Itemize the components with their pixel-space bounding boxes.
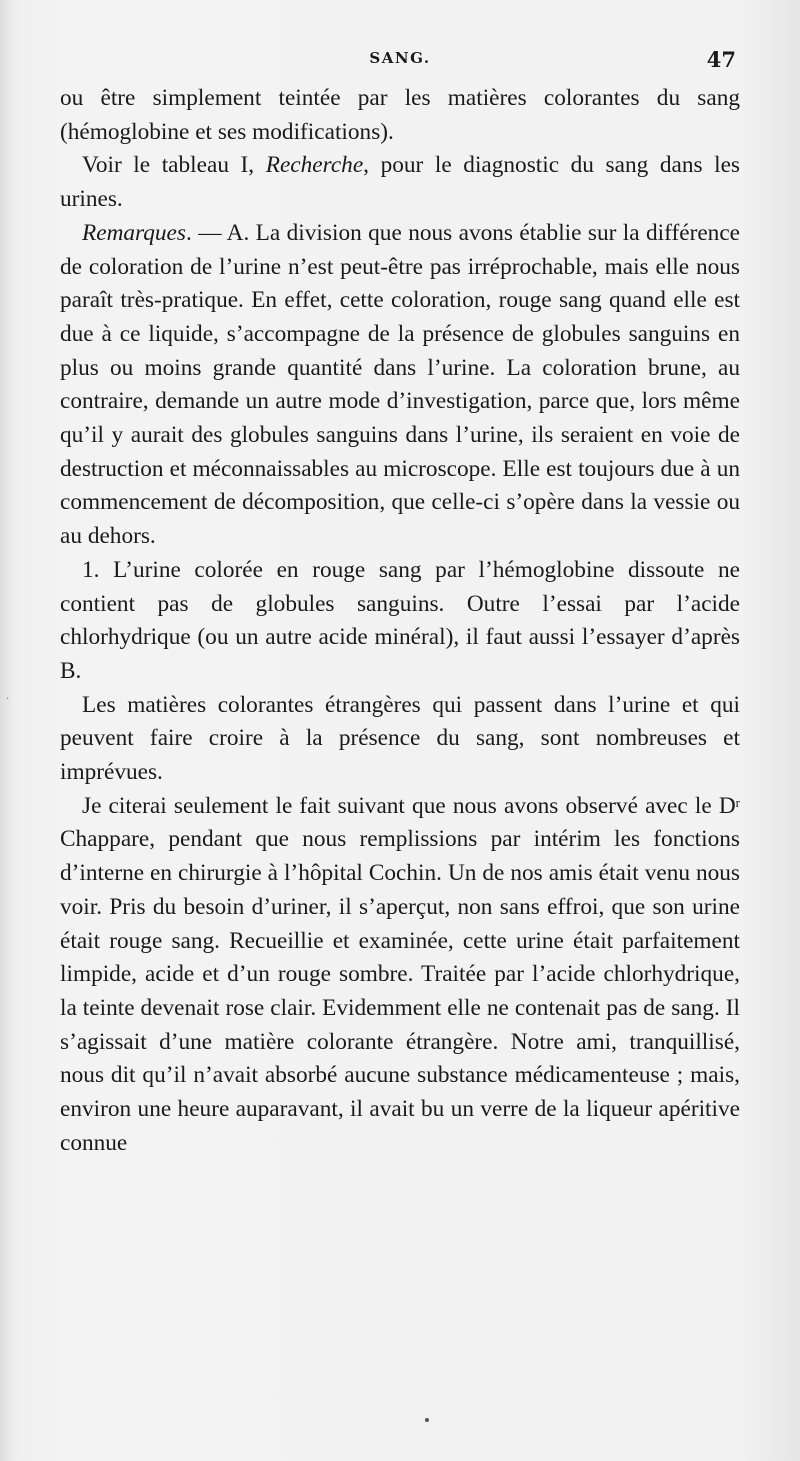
text-run: Chappare, pendant que nous remplissions par intérim les fonctions d’interne en chirurgie à l’hôpital Cochin. Un de nos amis était venu nous voir. Pris du besoin d’uriner, il s’aperçut, non sans effroi, que son urine était rouge sang. Recueillie et examinée, cette urine était parfaitement limpide, acide et d’un rouge sombre. Traitée par l’acide chlorhydrique, la teinte devenait rose clair. Evidemment elle ne contenait pas de sang. Il s’agissait d’une matière colorante étrangère. Notre ami, tranquillisé, nous dit qu’il n’avait absorbé aucune substance médicamenteuse ; mais, environ une heure auparavant, il avait bu un verre de la liqueur apéritive connue: [60, 826, 740, 1156]
text-run: Je citerai seulement le fait suivant que nous avons observé avec le D: [82, 792, 736, 819]
print-speck: [425, 1418, 429, 1422]
paragraph: [60, 149, 740, 216]
italic-text: Remarques: [82, 219, 186, 246]
text-run: 1. L’urine colorée en rouge sang par l’hémoglobine dissoute ne contient pas de globules sanguins. Outre l’essai par l’acide chlorhydrique (ou un autre acide minéral), il faut aussi l’essayer d’après B.: [60, 556, 740, 684]
page-number: 47: [706, 47, 736, 72]
text-run: Les matières colorantes étrangères qui passent dans l’urine et qui peuvent faire croire à la présence du sang, sont nombreuses et imprévues.: [60, 691, 740, 786]
text-run: Voir le tableau I,: [82, 152, 266, 179]
text-run: . — A. La division que nous avons établie sur la différence de coloration de l’urine n’est peut-être pas irréprochable, mais elle nous paraît très-pratique. En effet, cette coloration, rouge sang quand elle est due à ce liquide, s’accompagne de la présence de globules sanguins en plus ou moins grande quantité dans l’urine. La coloration brune, au contraire, demande un autre mode d’investigation, parce que, lors même qu’il y aurait des globules sanguins dans l’urine, ils seraient en voie de destruction et méconnaissables au microscope. Elle est toujours due à un commencement de décomposition, que celle-ci s’opère dans la vessie ou au dehors.: [60, 219, 740, 550]
paragraph: [60, 217, 740, 554]
italic-text: Recherche: [265, 152, 364, 179]
paragraph: [60, 554, 740, 689]
running-title: SANG.: [369, 49, 431, 67]
text-run: , pour le diagnostic du sang dans les urines.: [60, 152, 741, 213]
text-run: ou être simplement teintée par les matières colorantes du sang (hémoglobine et ses modifications).: [60, 85, 740, 145]
body-text: [60, 82, 740, 1161]
margin-mark: ·: [6, 694, 10, 705]
paragraph: [60, 790, 740, 1161]
paragraph: [60, 689, 740, 790]
running-head: [0, 47, 800, 77]
paragraph: [60, 82, 740, 149]
superscript-text: r: [735, 794, 740, 810]
